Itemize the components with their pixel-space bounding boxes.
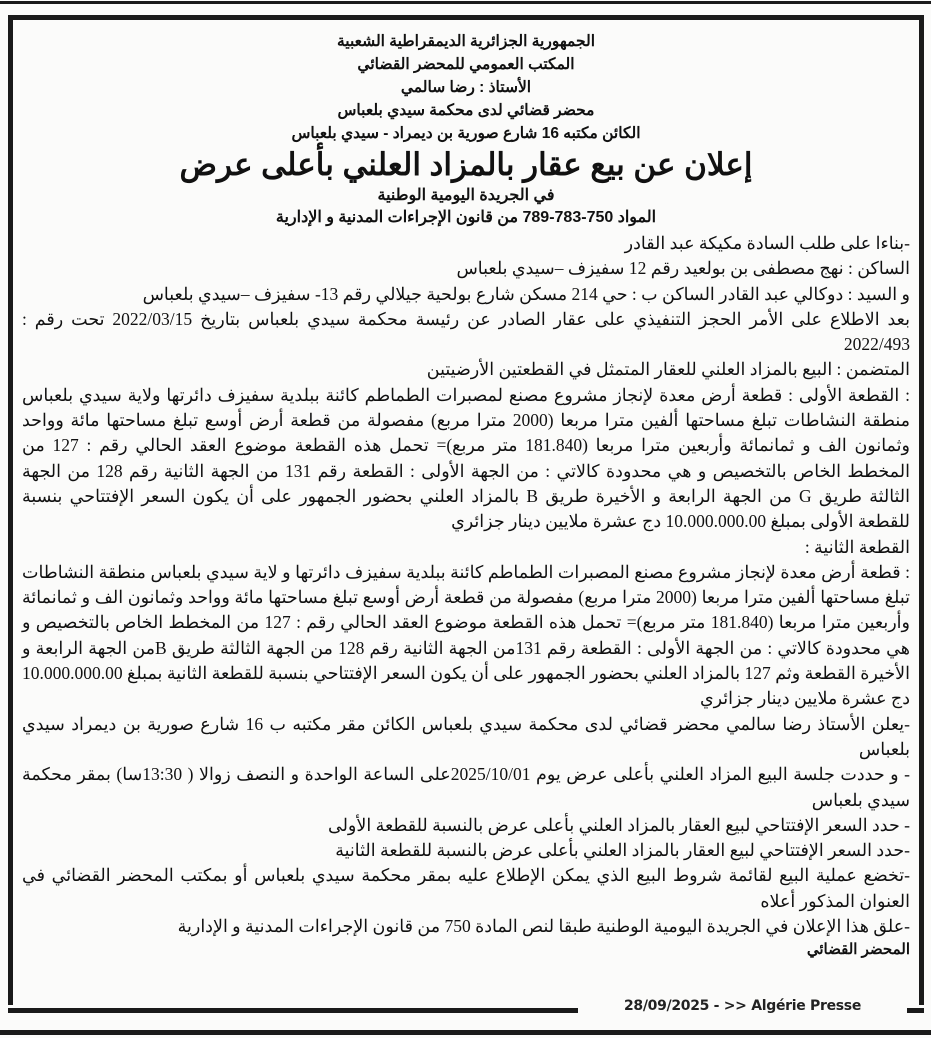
paragraph-publication: -علق هذا الإعلان في الجريدة اليومية الوطنية طبقا لنص المادة 750 من قانون الإجراءات المدنية و الإدارية [177, 916, 910, 937]
notice-title: إعلان عن بيع عقار بالمزاد العلني بأعلى عرض [179, 147, 753, 182]
header-address: الكائن مكتبه 16 شارع صورية بن ديمراد - سيدي بلعباس [291, 125, 641, 142]
paragraph-price-plot-1: - حدد السعر الإفتتاحي لبيع العقار بالمزاد العلني بأعلى عرض بالنسبة للقطعة الأولى [327, 814, 910, 835]
notice-header [22, 30, 910, 229]
paragraph-order: بعد الاطلاع على الأمر الحجز التنفيذي على عقار الصادر عن رئيسة محكمة سيدي بلعباس بتاريخ 2022/03/15 تحت رقم : 2022/493 [22, 308, 910, 355]
paragraph-plot-2: : قطعة أرض معدة لإنجاز مشروع مصنع المصبرات الطماطم كائنة ببلدية سفيزف دائرتها و لاية سيدي بلعباس منطقة النشاطات تبلغ مساحتها ألفين مترا مربعا (2000 مترا مربع) مفصولة من قطعة أرض أوسع تبلغ مساحتها مائة وواحد وثمانون الف و ثمانمائة وأربعين مترا مربعا (181.840 متر مربع)= تحمل هذه القطعة موضوع العقد الحالي رقم : 127 من المخطط الخاص بالتخصيص و هي محدودة كالاتي : من الجهة الأولى : القطعة رقم 131من الجهة الثانية رقم 128 من الجهة الثالثة طريق Bمن الجهة الرابعة و الأخيرة القطعة وثم 127 بالمزاد العلني بحضور الجمهور على أن يكون السعر الإفتتاحي بنسبة للقطعة الثانية بمبلغ 10.000.000.00 دج عشرة ملايين دينار جزائري [22, 561, 911, 709]
legal-notice [22, 30, 910, 961]
paragraph-plot-1: : القطعة الأولى : قطعة أرض معدة لإنجاز مشروع مصنع لمصبرات الطماطم كائنة ببلدية سفيزف دائرتها ولاية سيدي بلعباس منطقة النشاطات تبلغ مساحتها ألفين مترا مربعا (2000 مترا مربع) مفصولة من قطعة أرض أوسع تبلغ مساحتها مائة وواحد وثمانون الف و ثمانمائة وأربعين مترا مربعا (181.840 متر مربع)= تحمل هذه القطعة موضوع العقد الحالي رقم : 127 من المخطط الخاص بالتخصيص و هي محدودة كالاتي : من الجهة الأولى : القطعة رقم 131 من الجهة الثانية رقم 128 من الجهة الثالثة طريق G من الجهة الرابعة و الأخيرة طريق B بالمزاد العلني بحضور الجمهور على أن يكون السعر الإفتتاحي بنسبة للقطعة الأولى بمبلغ 10.000.000.00 دج عشرة ملايين دينار جزائري [22, 384, 911, 532]
paragraph-session-date: - و حددت جلسة البيع المزاد العلني بأعلى عرض يوم 2025/10/01على الساعة الواحدة و النصف زوالا ( 13:30سا) بمقر محكمة سيدي بلعباس [22, 764, 911, 810]
paragraph-request: -بناءا على طلب السادة مكيكة عبد القادر [624, 233, 910, 253]
next-notice-rule [0, 1030, 931, 1035]
newspaper-line: في الجريدة اليومية الوطنية [377, 187, 555, 204]
header-office: المكتب العمومي للمحضر القضائي [357, 56, 575, 73]
footer-source-date: 28/09/2025 - >> Algérie Presse [623, 998, 862, 1014]
frame-bottom-rule-right [907, 1008, 924, 1013]
articles-line: المواد 750-783-789 من قانون الإجراءات المدنية و الإدارية [275, 209, 657, 226]
paragraph-announcement: -يعلن الأستاذ رضا سالمي محضر قضائي لدى محكمة سيدي بلعباس الكائن مقر مكتبه ب 16 شارع صورية بن ديمراد سيدي بلعباس [22, 713, 910, 759]
notice-body [22, 231, 910, 939]
paragraph-resident-1: الساكن : نهج مصطفى بن بولعيد رقم 12 سفيزف –سيدي بلعباس [456, 258, 910, 279]
paragraph-conditions: -تخضع عملية البيع لقائمة شروط البيع الذي يمكن الإطلاع عليه بمقر محكمة سيدي بلعباس أو بمكتب المحضر القضائي في العنوان المذكور أعلاه [22, 865, 910, 911]
header-bailiff-name: الأستاذ : رضا سالمي [400, 79, 532, 96]
paragraph-plot-2-heading: القطعة الثانية : [804, 536, 910, 557]
frame-bottom-rule-left [8, 1008, 578, 1013]
paragraph-subject: المتضمن : البيع بالمزاد العلني للعقار المتمثل في القطعتين الأرضيتين [426, 359, 910, 380]
top-rule [0, 1, 931, 4]
paragraph-resident-2: و السيد : دوكالي عبد القادر الساكن ب : حي 214 مسكن شارع بولحية جيلالي رقم 13- سفيزف –سيدي بلعباس [142, 283, 910, 304]
paragraph-price-plot-2: -حدد السعر الإفتتاحي لبيع العقار بالمزاد العلني بأعلى عرض بالنسبة للقطعة الثانية [335, 840, 910, 861]
header-republic: الجمهورية الجزائرية الديمقراطية الشعبية [336, 33, 596, 50]
header-court: محضر قضائي لدى محكمة سيدي بلعباس [337, 102, 595, 119]
signature: المحضر القضائي [806, 941, 910, 959]
